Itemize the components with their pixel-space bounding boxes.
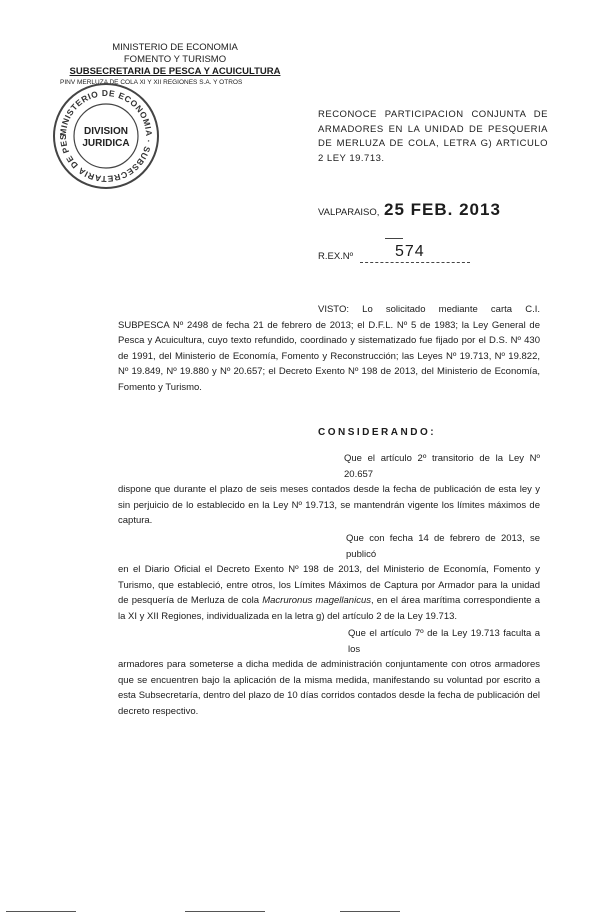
seal-graphic: [50, 80, 162, 192]
document-subject: RECONOCE PARTICIPACION CONJUNTA DE ARMADORES EN LA UNIDAD DE PESQUERIA DE MERLUZA DE COLA, LETRA G) ARTICULO 2 LEY 19.713.: [318, 109, 548, 164]
considerando-paragraph-2: [118, 531, 540, 624]
seal-ring-text: MINISTERIO DE ECONOMIA · SUBSECRETARIA DE PES: [57, 87, 155, 185]
header-ministry: MINISTERIO DE ECONOMIA: [112, 42, 238, 53]
resolution-number-stamp: 574: [395, 243, 425, 260]
paragraph2-first-line: Que con fecha 14 de febrero de 2013, se publicó: [346, 533, 540, 560]
visto-lead: VISTO:: [318, 304, 349, 315]
paragraph3-first-line: Que el artículo 7º de la Ley 19.713 faculta a los: [348, 628, 540, 655]
division-juridica-seal: [50, 80, 162, 192]
resolution-date-stamp: 25 FEB. 2013: [384, 200, 501, 219]
rex-label: R.EX.Nº: [318, 251, 354, 262]
species-name: Macruronus magellanicus: [262, 595, 371, 606]
paragraph3-rest: armadores para someterse a dicha medida de administración conjuntamente con otros armadores que se encuentren bajo la aplicación de la misma medida, manifestando su voluntad por escrito a esta Subsecretaría, dentro del plazo de 10 días corridos contados desde la fecha de publicación del decreto respectivo.: [118, 659, 540, 717]
footer-rule-left: [6, 911, 76, 912]
place-label: VALPARAISO,: [318, 207, 380, 218]
considerando-paragraph-3: [118, 626, 540, 719]
paragraph2-rest-b: , en el área marítima correspondiente a la XI y XII Regiones, individualizada en la letra g) del artículo 2 de la Ley 19.713.: [118, 595, 540, 622]
number-underline: [360, 262, 470, 263]
paragraph1-first-line: Que el artículo 2º transitorio de la Ley Nº 20.657: [344, 453, 540, 480]
header-subsecretaria: SUBSECRETARIA DE PESCA Y ACUICULTURA: [69, 66, 281, 77]
visto-paragraph: [118, 302, 540, 395]
considerando-heading: CONSIDERANDO:: [318, 427, 437, 438]
seal-center-line1: DIVISION: [84, 126, 128, 137]
header-department: FOMENTO Y TURISMO: [123, 54, 227, 65]
number-overline: [385, 238, 403, 239]
visto-text: Lo solicitado mediante carta C.I. SUBPESCA Nº 2498 de fecha 21 de febrero de 2013; el D.F.L. Nº 5 de 1983; la Ley General de Pesca y Acuicultura, cuyo texto refundido, coordinado y sistematizado fue fijado por el D.S. Nº 430 de 1991, del Ministerio de Economía, Fomento y Reconstrucción; las Leyes Nº 19.713, Nº 19.822, Nº 19.849, Nº 19.880 y Nº 20.657; el Decreto Exento Nº 198 de 2013, del Ministerio de Economía, Fomento y Turismo.: [118, 304, 540, 393]
considerando-paragraph-1: [118, 451, 540, 529]
paragraph1-rest: dispone que durante el plazo de seis meses contados desde la fecha de publicación de esta ley y sin perjuicio de lo establecido en la Ley Nº 19.713, se mantendrán vigente los límites máximos de captura.: [118, 484, 540, 526]
paragraph2-rest-a: en el Diario Oficial el Decreto Exento Nº 198 de 2013, del Ministerio de Economía, Fomento y Turismo, que estableció, entre otros, los Límites Máximos de Captura por Armador para la unidad de pesquería de Merluza de cola: [118, 564, 540, 606]
seal-center-line2: JURIDICA: [82, 138, 130, 149]
footer-rule-right: [340, 911, 400, 912]
header-reference: PINV MERLUZA DE COLA XI Y XII REGIONES S.A. Y OTROS: [60, 79, 243, 86]
footer-rule-middle: [185, 911, 265, 912]
